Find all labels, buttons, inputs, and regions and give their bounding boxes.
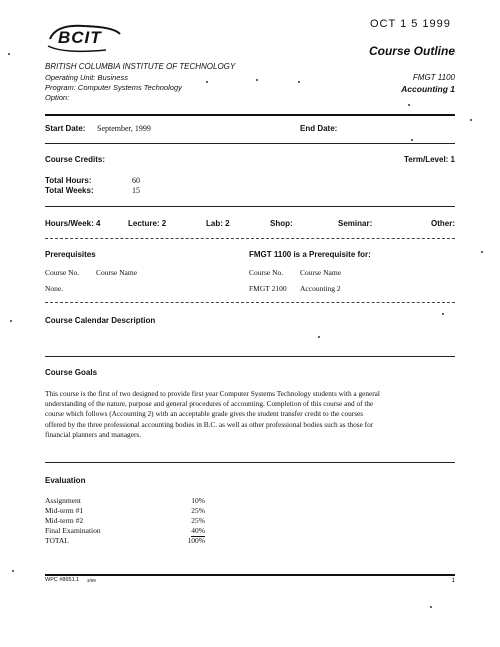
scan-speck [318, 336, 320, 338]
document-title: Course Outline [368, 44, 455, 58]
evaluation-percent: 10% [191, 496, 205, 505]
page-number: 1 [451, 577, 455, 584]
course-goals-text [45, 389, 457, 440]
option: Option: [45, 93, 70, 102]
evaluation-row [45, 506, 205, 516]
scan-speck [10, 320, 12, 322]
evaluation-row [45, 526, 205, 536]
goals-line: offered by the three professional accounting bodies in B.C. as well as other professional bodies such as those for [45, 419, 374, 429]
evaluation-row [45, 536, 205, 546]
program: Program: Computer Systems Technology [45, 83, 182, 92]
evaluation-row [45, 496, 205, 506]
institute-name: BRITISH COLUMBIA INSTITUTE OF TECHNOLOGY [45, 62, 236, 71]
total-weeks-label: Total Weeks: [45, 186, 94, 195]
scan-speck [442, 313, 444, 315]
other-hours: Other: [431, 219, 455, 228]
goals-line: This course is the first of two designed to provide first year Computer Systems Technology students with a general [45, 389, 380, 398]
evaluation-item: Mid-term #2 [45, 516, 84, 525]
operating-unit: Operating Unit: Business [45, 73, 128, 82]
evaluation-item: TOTAL [45, 536, 69, 545]
prereq-for-course-no: FMGT 2100 [249, 284, 287, 293]
prereq-for-col-course-name: Course Name [300, 268, 342, 277]
hours-divider [45, 238, 455, 239]
evaluation-label: Evaluation [45, 476, 86, 485]
goals-line: understanding of the nature, purpose and general procedures of accounting. Completion of this course and of the [45, 399, 374, 409]
dates-divider [45, 143, 455, 144]
hours-per-week: Hours/Week: 4 [45, 219, 101, 228]
course-name: Accounting 1 [401, 84, 455, 94]
evaluation-item: Final Examination [45, 526, 101, 535]
prereq-for-col-course-no: Course No. [249, 268, 284, 277]
lecture-hours: Lecture: 2 [128, 219, 167, 228]
total-hours-value: 60 [132, 176, 140, 185]
end-date-label: End Date: [300, 124, 338, 133]
evaluation-item: Mid-term #1 [45, 506, 84, 515]
start-date-value: September, 1999 [97, 124, 151, 133]
calendar-description-divider [45, 356, 455, 357]
scan-speck [408, 104, 410, 106]
bcit-logo [44, 22, 124, 61]
total-weeks-value: 15 [132, 186, 140, 195]
start-date-label: Start Date: [45, 124, 86, 133]
evaluation-percent: 100% [187, 536, 205, 545]
scan-speck [256, 79, 258, 81]
scan-speck [481, 251, 483, 253]
prerequisite-for-label: FMGT 1100 is a Prerequisite for: [249, 250, 371, 259]
evaluation-percent: 40% [191, 526, 205, 535]
scan-speck [8, 53, 10, 55]
scan-speck [206, 81, 208, 83]
course-goals-label: Course Goals [45, 368, 98, 377]
credits-divider [45, 206, 455, 207]
goals-line: financial planners and managers. [45, 429, 142, 439]
evaluation-item: Assignment [45, 496, 81, 505]
evaluation-table [45, 496, 205, 546]
shop-hours: Shop: [270, 219, 293, 228]
prerequisite-none: None. [45, 284, 64, 293]
scan-speck [470, 119, 472, 121]
scan-speck [430, 606, 432, 608]
goals-divider [45, 462, 455, 463]
course-credits-label: Course Credits: [45, 155, 106, 164]
scan-speck [411, 139, 413, 141]
course-code: FMGT 1100 [412, 73, 455, 82]
evaluation-percent: 25% [191, 516, 205, 525]
prerequisites-divider [45, 302, 455, 303]
scan-speck [298, 81, 300, 83]
prereq-col-course-no: Course No. [45, 268, 80, 277]
evaluation-percent: 25% [191, 506, 205, 515]
header-divider [45, 114, 455, 116]
footer-divider [45, 574, 455, 576]
lab-hours: Lab: 2 [206, 219, 230, 228]
received-stamp: OCT 1 5 1999 [370, 18, 451, 30]
seminar-hours: Seminar: [338, 219, 373, 228]
footer-code: WPC #8651.1 [45, 577, 80, 583]
prereq-for-course-name: Accounting 2 [300, 284, 341, 293]
evaluation-row [45, 516, 205, 526]
scan-speck [12, 570, 14, 572]
footer-date: 3/99 [87, 578, 96, 583]
goals-line: course which follows (Accounting 2) with an acceptable grade gives the student transfer credit to the courses [45, 409, 364, 419]
term-level: Term/Level: 1 [404, 155, 455, 164]
bcit-logo-text: BCIT [58, 28, 102, 47]
total-hours-label: Total Hours: [45, 176, 92, 185]
prereq-col-course-name: Course Name [96, 268, 138, 277]
calendar-description-label: Course Calendar Description [45, 316, 156, 325]
prerequisites-label: Prerequisites [45, 250, 96, 259]
